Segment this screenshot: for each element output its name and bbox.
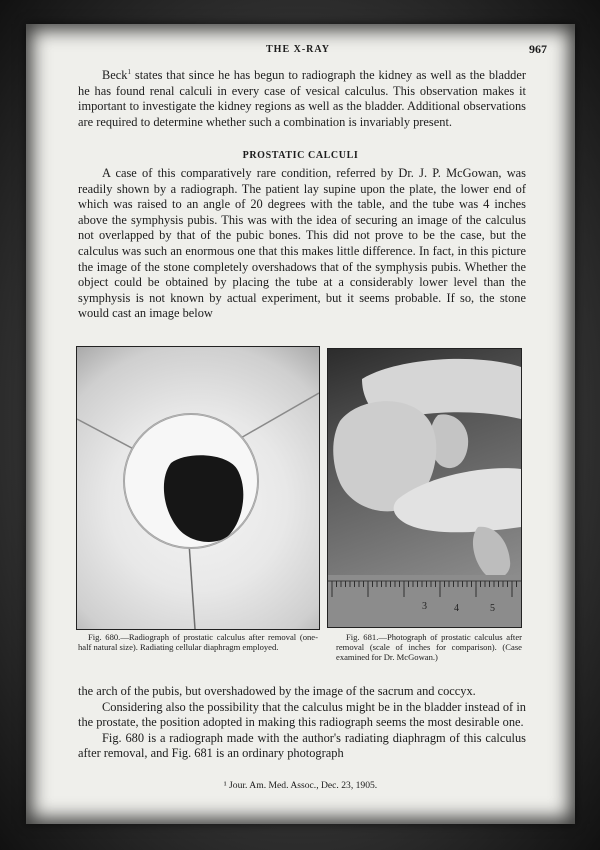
caption-text: Fig. 680.—Radiograph of prostatic calculus after removal (one-half natural size). Radiating cellular diaphragm employed. — [78, 632, 318, 652]
photograph-image — [328, 349, 521, 627]
running-header — [26, 44, 575, 58]
section-heading: PROSTATIC CALCULI — [242, 150, 359, 161]
caption-text: Fig. 681.—Photograph of prostatic calculus after removal (scale of inches for comparison). (Case examined for Dr. McGowan.) — [336, 632, 522, 662]
paragraph-text: the arch of the pubis, but overshadowed by the image of the sacrum and coccyx. — [78, 684, 476, 698]
ruler-number: 4 — [454, 603, 459, 614]
paragraph-text: A case of this comparatively rare condition, referred by Dr. J. P. McGowan, was readily shown by a radiograph. The patient lay supine upon the plate, the lower end of which was raised to an angle of 20 degrees with the table, and the tube was 4 inches above the symphysis pubis. This was with the idea of securing an image of the calculus not overlapped by that of the pubic bones. This did not prove to be the case, but the calculus was such an enormous one that this makes little difference. In fact, in this picture the image of the stone completely overshadows that of the symphysis pubis. Whether the object could be obtained by placing the tube at a considerably lower level than the symphysis is not known by actual experiment, but it seems probable. If so, the stone would cast an image below — [78, 166, 526, 321]
ruler-number: 3 — [422, 601, 427, 612]
paragraph-continuation — [78, 684, 526, 762]
ruler-number: 5 — [490, 603, 495, 614]
figure-681-caption — [336, 632, 522, 662]
footnote: ¹ Jour. Am. Med. Assoc., Dec. 23, 1905. — [223, 780, 378, 791]
photograph-figure — [327, 348, 522, 628]
running-title: THE X-RAY — [266, 44, 330, 55]
paragraph-text: Considering also the possibility that the calculus might be in the bladder instead of in the prostate, the position adopted in making this radiograph seems the most desirable one. — [78, 699, 526, 730]
page-number: 967 — [529, 42, 547, 56]
figure-680-caption — [78, 632, 318, 652]
book-page — [26, 24, 575, 824]
paragraph-case — [78, 166, 526, 322]
radiograph-image — [77, 347, 319, 629]
paragraph-text: Fig. 680 is a radiograph made with the author's radiating diaphragm of this calculus after removal, and Fig. 681 is an ordinary photograph — [78, 730, 526, 761]
paragraph-text: states that since he has begun to radiograph the kidney as well as the bladder he has found renal calculi in every case of vesical calculus. This observation makes it important to investigate the kidney regions as well as the bladder. Additional observations are required to determine whether such a combination is invariably present. — [78, 68, 526, 129]
paragraph-beck — [78, 68, 526, 130]
author-name: Beck — [102, 68, 128, 82]
radiograph-figure — [76, 346, 320, 630]
footnote-marker: 1 — [127, 67, 131, 76]
